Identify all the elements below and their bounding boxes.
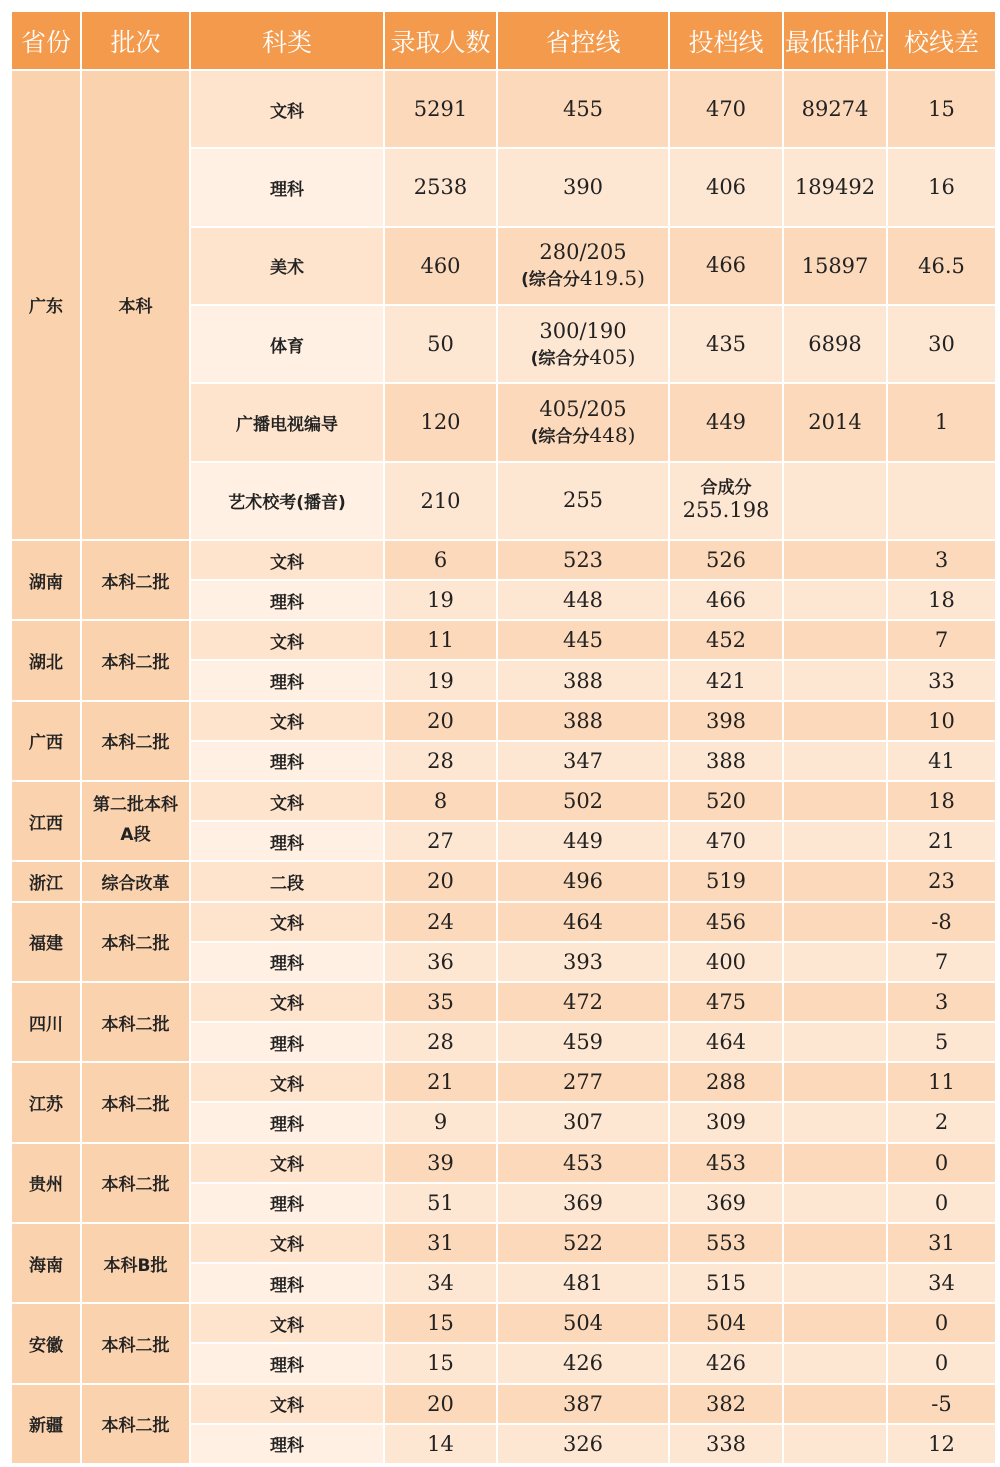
diff-cell: 34 bbox=[887, 1263, 996, 1303]
table-row bbox=[11, 1143, 996, 1183]
diff-cell: 0 bbox=[887, 1303, 996, 1343]
min-rank-cell bbox=[783, 982, 887, 1022]
diff-cell: 7 bbox=[887, 620, 996, 660]
table-row bbox=[11, 701, 996, 741]
control-line-composite bbox=[498, 344, 668, 370]
cutoff-line-cell: 520 bbox=[669, 781, 783, 821]
control-line-value: 300/190 bbox=[539, 318, 627, 343]
control-line-value: 455 bbox=[562, 96, 604, 121]
control-line-cell: 387 bbox=[497, 1384, 669, 1424]
control-line-cell: 481 bbox=[497, 1263, 669, 1303]
subject-cell: 理科 bbox=[190, 148, 384, 226]
control-line-cell bbox=[497, 70, 669, 148]
diff-cell: 0 bbox=[887, 1143, 996, 1183]
cutoff-line-cell: 426 bbox=[669, 1343, 783, 1383]
diff-cell: 10 bbox=[887, 701, 996, 741]
table-row bbox=[11, 781, 996, 821]
control-line-composite bbox=[498, 265, 668, 291]
control-line-cell: 307 bbox=[497, 1102, 669, 1142]
admitted-cell: 120 bbox=[384, 383, 497, 461]
province-cell: 浙江 bbox=[11, 861, 81, 901]
table-body bbox=[11, 70, 996, 1464]
subject-cell: 文科 bbox=[190, 902, 384, 942]
admitted-cell: 460 bbox=[384, 227, 497, 305]
admitted-cell: 19 bbox=[384, 580, 497, 620]
province-cell: 广西 bbox=[11, 701, 81, 781]
diff-cell bbox=[887, 462, 996, 540]
control-line-cell: 496 bbox=[497, 861, 669, 901]
cutoff-value: 435 bbox=[705, 331, 747, 356]
admitted-cell: 35 bbox=[384, 982, 497, 1022]
min-rank-cell bbox=[783, 1343, 887, 1383]
composite-value: 405) bbox=[589, 344, 636, 369]
diff-cell: 5 bbox=[887, 1022, 996, 1062]
subject-cell: 文科 bbox=[190, 70, 384, 148]
composite-label: (综合分 bbox=[530, 348, 590, 369]
subject-cell: 文科 bbox=[190, 1143, 384, 1183]
diff-cell: 30 bbox=[887, 305, 996, 383]
cutoff-line-cell: 400 bbox=[669, 942, 783, 982]
subject-cell: 文科 bbox=[190, 781, 384, 821]
cutoff-value: 466 bbox=[705, 253, 747, 278]
province-cell: 贵州 bbox=[11, 1143, 81, 1223]
min-rank-cell bbox=[783, 1022, 887, 1062]
control-line-cell: 502 bbox=[497, 781, 669, 821]
control-line-cell: 393 bbox=[497, 942, 669, 982]
batch-cell: 本科 bbox=[81, 70, 190, 540]
control-line-cell bbox=[497, 383, 669, 461]
diff-cell: 11 bbox=[887, 1062, 996, 1102]
min-rank-cell bbox=[783, 1384, 887, 1424]
batch-cell: 本科二批 bbox=[81, 1143, 190, 1223]
admitted-cell: 39 bbox=[384, 1143, 497, 1183]
control-line-value: 405/205 bbox=[539, 396, 627, 421]
batch-cell: 综合改革 bbox=[81, 861, 190, 901]
subject-cell: 文科 bbox=[190, 540, 384, 580]
table-row bbox=[11, 1303, 996, 1343]
control-line-cell: 523 bbox=[497, 540, 669, 580]
min-rank-cell bbox=[783, 620, 887, 660]
min-rank-cell bbox=[783, 942, 887, 982]
admission-scores-table bbox=[10, 10, 997, 1465]
admitted-cell: 27 bbox=[384, 821, 497, 861]
control-line-cell: 426 bbox=[497, 1343, 669, 1383]
admitted-cell: 14 bbox=[384, 1424, 497, 1464]
subject-cell: 理科 bbox=[190, 1424, 384, 1464]
control-line-cell bbox=[497, 148, 669, 226]
control-line-cell bbox=[497, 462, 669, 540]
subject-cell: 理科 bbox=[190, 1343, 384, 1383]
min-rank-cell: 89274 bbox=[783, 70, 887, 148]
table-row bbox=[11, 1062, 996, 1102]
min-rank-cell bbox=[783, 902, 887, 942]
admitted-cell: 28 bbox=[384, 1022, 497, 1062]
diff-cell: 18 bbox=[887, 580, 996, 620]
cutoff-value: 406 bbox=[705, 174, 747, 199]
admitted-cell: 210 bbox=[384, 462, 497, 540]
min-rank-cell bbox=[783, 701, 887, 741]
control-line-composite bbox=[498, 422, 668, 448]
admitted-cell: 19 bbox=[384, 660, 497, 700]
control-line-cell: 326 bbox=[497, 1424, 669, 1464]
subject-cell: 理科 bbox=[190, 821, 384, 861]
header-batch: 批次 bbox=[81, 11, 190, 70]
admitted-cell: 20 bbox=[384, 701, 497, 741]
admitted-cell: 15 bbox=[384, 1343, 497, 1383]
diff-cell: 2 bbox=[887, 1102, 996, 1142]
subject-cell: 美术 bbox=[190, 227, 384, 305]
cutoff-line-cell bbox=[669, 462, 783, 540]
min-rank-cell bbox=[783, 462, 887, 540]
province-cell: 新疆 bbox=[11, 1384, 81, 1464]
province-cell: 安徽 bbox=[11, 1303, 81, 1383]
diff-cell: 33 bbox=[887, 660, 996, 700]
diff-cell: 3 bbox=[887, 982, 996, 1022]
table-row bbox=[11, 861, 996, 901]
admitted-cell: 15 bbox=[384, 1303, 497, 1343]
subject-cell: 理科 bbox=[190, 1263, 384, 1303]
diff-cell: 3 bbox=[887, 540, 996, 580]
diff-cell: 23 bbox=[887, 861, 996, 901]
control-line-value: 255 bbox=[562, 488, 604, 513]
diff-cell: 41 bbox=[887, 741, 996, 781]
admitted-cell: 31 bbox=[384, 1223, 497, 1263]
subject-cell: 广播电视编导 bbox=[190, 383, 384, 461]
cutoff-line-cell: 309 bbox=[669, 1102, 783, 1142]
min-rank-cell bbox=[783, 1102, 887, 1142]
subject-cell: 文科 bbox=[190, 620, 384, 660]
cutoff-line-cell: 456 bbox=[669, 902, 783, 942]
cutoff-line-cell bbox=[669, 383, 783, 461]
control-line-cell: 453 bbox=[497, 1143, 669, 1183]
batch-cell: 本科二批 bbox=[81, 982, 190, 1062]
cutoff-line-cell bbox=[669, 305, 783, 383]
subject-cell: 理科 bbox=[190, 1183, 384, 1223]
min-rank-cell bbox=[783, 741, 887, 781]
header-min-rank: 最低排位 bbox=[783, 11, 887, 70]
batch-cell: 本科二批 bbox=[81, 620, 190, 700]
province-cell: 江苏 bbox=[11, 1062, 81, 1142]
province-cell: 四川 bbox=[11, 982, 81, 1062]
control-line-value: 280/205 bbox=[539, 240, 627, 265]
cutoff-value: 449 bbox=[705, 409, 747, 434]
min-rank-cell: 6898 bbox=[783, 305, 887, 383]
min-rank-cell bbox=[783, 1263, 887, 1303]
min-rank-cell: 2014 bbox=[783, 383, 887, 461]
admitted-cell: 6 bbox=[384, 540, 497, 580]
batch-cell: 第二批本科A段 bbox=[81, 781, 190, 861]
admitted-cell: 51 bbox=[384, 1183, 497, 1223]
composite-value: 448) bbox=[589, 423, 636, 448]
cutoff-label: 合成分 bbox=[700, 478, 752, 499]
control-line-cell: 472 bbox=[497, 982, 669, 1022]
min-rank-cell bbox=[783, 1062, 887, 1102]
subject-cell: 理科 bbox=[190, 741, 384, 781]
header-province: 省份 bbox=[11, 11, 81, 70]
diff-cell: 0 bbox=[887, 1183, 996, 1223]
subject-cell: 理科 bbox=[190, 660, 384, 700]
cutoff-line-cell: 553 bbox=[669, 1223, 783, 1263]
admitted-cell: 50 bbox=[384, 305, 497, 383]
admitted-cell: 24 bbox=[384, 902, 497, 942]
min-rank-cell: 15897 bbox=[783, 227, 887, 305]
header-cutoff-line: 投档线 bbox=[669, 11, 783, 70]
header-diff: 校线差 bbox=[887, 11, 996, 70]
min-rank-cell bbox=[783, 821, 887, 861]
subject-cell: 理科 bbox=[190, 1022, 384, 1062]
admitted-cell: 20 bbox=[384, 861, 497, 901]
batch-cell: 本科二批 bbox=[81, 1303, 190, 1383]
diff-cell: 16 bbox=[887, 148, 996, 226]
control-line-cell: 347 bbox=[497, 741, 669, 781]
province-cell: 湖北 bbox=[11, 620, 81, 700]
cutoff-line-cell: 470 bbox=[669, 821, 783, 861]
subject-cell: 文科 bbox=[190, 1303, 384, 1343]
control-line-cell: 459 bbox=[497, 1022, 669, 1062]
header-control-line: 省控线 bbox=[497, 11, 669, 70]
subject-cell: 二段 bbox=[190, 861, 384, 901]
batch-cell: 本科二批 bbox=[81, 902, 190, 982]
cutoff-line-cell: 453 bbox=[669, 1143, 783, 1183]
batch-cell: 本科二批 bbox=[81, 540, 190, 620]
province-cell: 福建 bbox=[11, 902, 81, 982]
header-admitted: 录取人数 bbox=[384, 11, 497, 70]
diff-cell: 31 bbox=[887, 1223, 996, 1263]
cutoff-line-cell: 288 bbox=[669, 1062, 783, 1102]
batch-cell: 本科二批 bbox=[81, 1384, 190, 1464]
min-rank-cell bbox=[783, 540, 887, 580]
admitted-cell: 5291 bbox=[384, 70, 497, 148]
min-rank-cell bbox=[783, 580, 887, 620]
control-line-cell bbox=[497, 227, 669, 305]
subject-cell: 文科 bbox=[190, 1223, 384, 1263]
diff-cell: -5 bbox=[887, 1384, 996, 1424]
subject-cell: 体育 bbox=[190, 305, 384, 383]
subject-cell: 理科 bbox=[190, 942, 384, 982]
table-row bbox=[11, 540, 996, 580]
batch-cell: 本科B批 bbox=[81, 1223, 190, 1303]
cutoff-line-cell: 369 bbox=[669, 1183, 783, 1223]
diff-cell: 21 bbox=[887, 821, 996, 861]
cutoff-line-cell bbox=[669, 227, 783, 305]
province-cell: 广东 bbox=[11, 70, 81, 540]
cutoff-value: 470 bbox=[705, 96, 747, 121]
min-rank-cell bbox=[783, 660, 887, 700]
cutoff-line-cell: 504 bbox=[669, 1303, 783, 1343]
min-rank-cell: 189492 bbox=[783, 148, 887, 226]
cutoff-line-cell bbox=[669, 148, 783, 226]
cutoff-line-cell: 452 bbox=[669, 620, 783, 660]
diff-cell: 1 bbox=[887, 383, 996, 461]
control-line-cell: 388 bbox=[497, 660, 669, 700]
cutoff-line-cell: 421 bbox=[669, 660, 783, 700]
province-cell: 江西 bbox=[11, 781, 81, 861]
admitted-cell: 9 bbox=[384, 1102, 497, 1142]
subject-cell: 艺术校考(播音) bbox=[190, 462, 384, 540]
diff-cell: -8 bbox=[887, 902, 996, 942]
control-line-cell: 464 bbox=[497, 902, 669, 942]
admitted-cell: 20 bbox=[384, 1384, 497, 1424]
control-line-cell bbox=[497, 305, 669, 383]
province-cell: 湖南 bbox=[11, 540, 81, 620]
header-subject: 科类 bbox=[190, 11, 384, 70]
admitted-cell: 8 bbox=[384, 781, 497, 821]
min-rank-cell bbox=[783, 1143, 887, 1183]
admitted-cell: 28 bbox=[384, 741, 497, 781]
cutoff-line-cell: 526 bbox=[669, 540, 783, 580]
batch-cell: 本科二批 bbox=[81, 1062, 190, 1142]
table-row bbox=[11, 902, 996, 942]
subject-cell: 文科 bbox=[190, 1384, 384, 1424]
composite-label: (综合分 bbox=[521, 270, 580, 291]
min-rank-cell bbox=[783, 1223, 887, 1263]
control-line-cell: 449 bbox=[497, 821, 669, 861]
control-line-cell: 388 bbox=[497, 701, 669, 741]
control-line-cell: 369 bbox=[497, 1183, 669, 1223]
cutoff-line-cell: 519 bbox=[669, 861, 783, 901]
min-rank-cell bbox=[783, 861, 887, 901]
admitted-cell: 11 bbox=[384, 620, 497, 660]
cutoff-line-cell: 388 bbox=[669, 741, 783, 781]
control-line-cell: 504 bbox=[497, 1303, 669, 1343]
cutoff-line-cell: 475 bbox=[669, 982, 783, 1022]
diff-cell: 46.5 bbox=[887, 227, 996, 305]
cutoff-line-cell: 515 bbox=[669, 1263, 783, 1303]
control-line-cell: 522 bbox=[497, 1223, 669, 1263]
diff-cell: 0 bbox=[887, 1343, 996, 1383]
subject-cell: 文科 bbox=[190, 701, 384, 741]
min-rank-cell bbox=[783, 781, 887, 821]
cutoff-line-cell: 398 bbox=[669, 701, 783, 741]
table-row bbox=[11, 1384, 996, 1424]
province-cell: 海南 bbox=[11, 1223, 81, 1303]
cutoff-line-cell: 338 bbox=[669, 1424, 783, 1464]
control-line-cell: 277 bbox=[497, 1062, 669, 1102]
diff-cell: 18 bbox=[887, 781, 996, 821]
diff-cell: 12 bbox=[887, 1424, 996, 1464]
cutoff-line-cell: 464 bbox=[669, 1022, 783, 1062]
subject-cell: 理科 bbox=[190, 580, 384, 620]
control-line-value: 390 bbox=[562, 174, 604, 199]
cutoff-value: 255.198 bbox=[682, 498, 770, 523]
control-line-cell: 448 bbox=[497, 580, 669, 620]
table-row bbox=[11, 620, 996, 660]
batch-cell: 本科二批 bbox=[81, 701, 190, 781]
table-row bbox=[11, 70, 996, 148]
cutoff-line-cell: 466 bbox=[669, 580, 783, 620]
table-row bbox=[11, 1223, 996, 1263]
composite-value: 419.5) bbox=[579, 266, 645, 291]
admitted-cell: 2538 bbox=[384, 148, 497, 226]
control-line-cell: 445 bbox=[497, 620, 669, 660]
composite-label: (综合分 bbox=[530, 427, 590, 448]
table-row bbox=[11, 982, 996, 1022]
admitted-cell: 36 bbox=[384, 942, 497, 982]
subject-cell: 文科 bbox=[190, 982, 384, 1022]
diff-cell: 15 bbox=[887, 70, 996, 148]
header-row bbox=[11, 11, 996, 70]
admitted-cell: 34 bbox=[384, 1263, 497, 1303]
subject-cell: 文科 bbox=[190, 1062, 384, 1102]
min-rank-cell bbox=[783, 1183, 887, 1223]
diff-cell: 7 bbox=[887, 942, 996, 982]
cutoff-line-cell bbox=[669, 70, 783, 148]
min-rank-cell bbox=[783, 1303, 887, 1343]
cutoff-line-cell: 382 bbox=[669, 1384, 783, 1424]
subject-cell: 理科 bbox=[190, 1102, 384, 1142]
admitted-cell: 21 bbox=[384, 1062, 497, 1102]
min-rank-cell bbox=[783, 1424, 887, 1464]
